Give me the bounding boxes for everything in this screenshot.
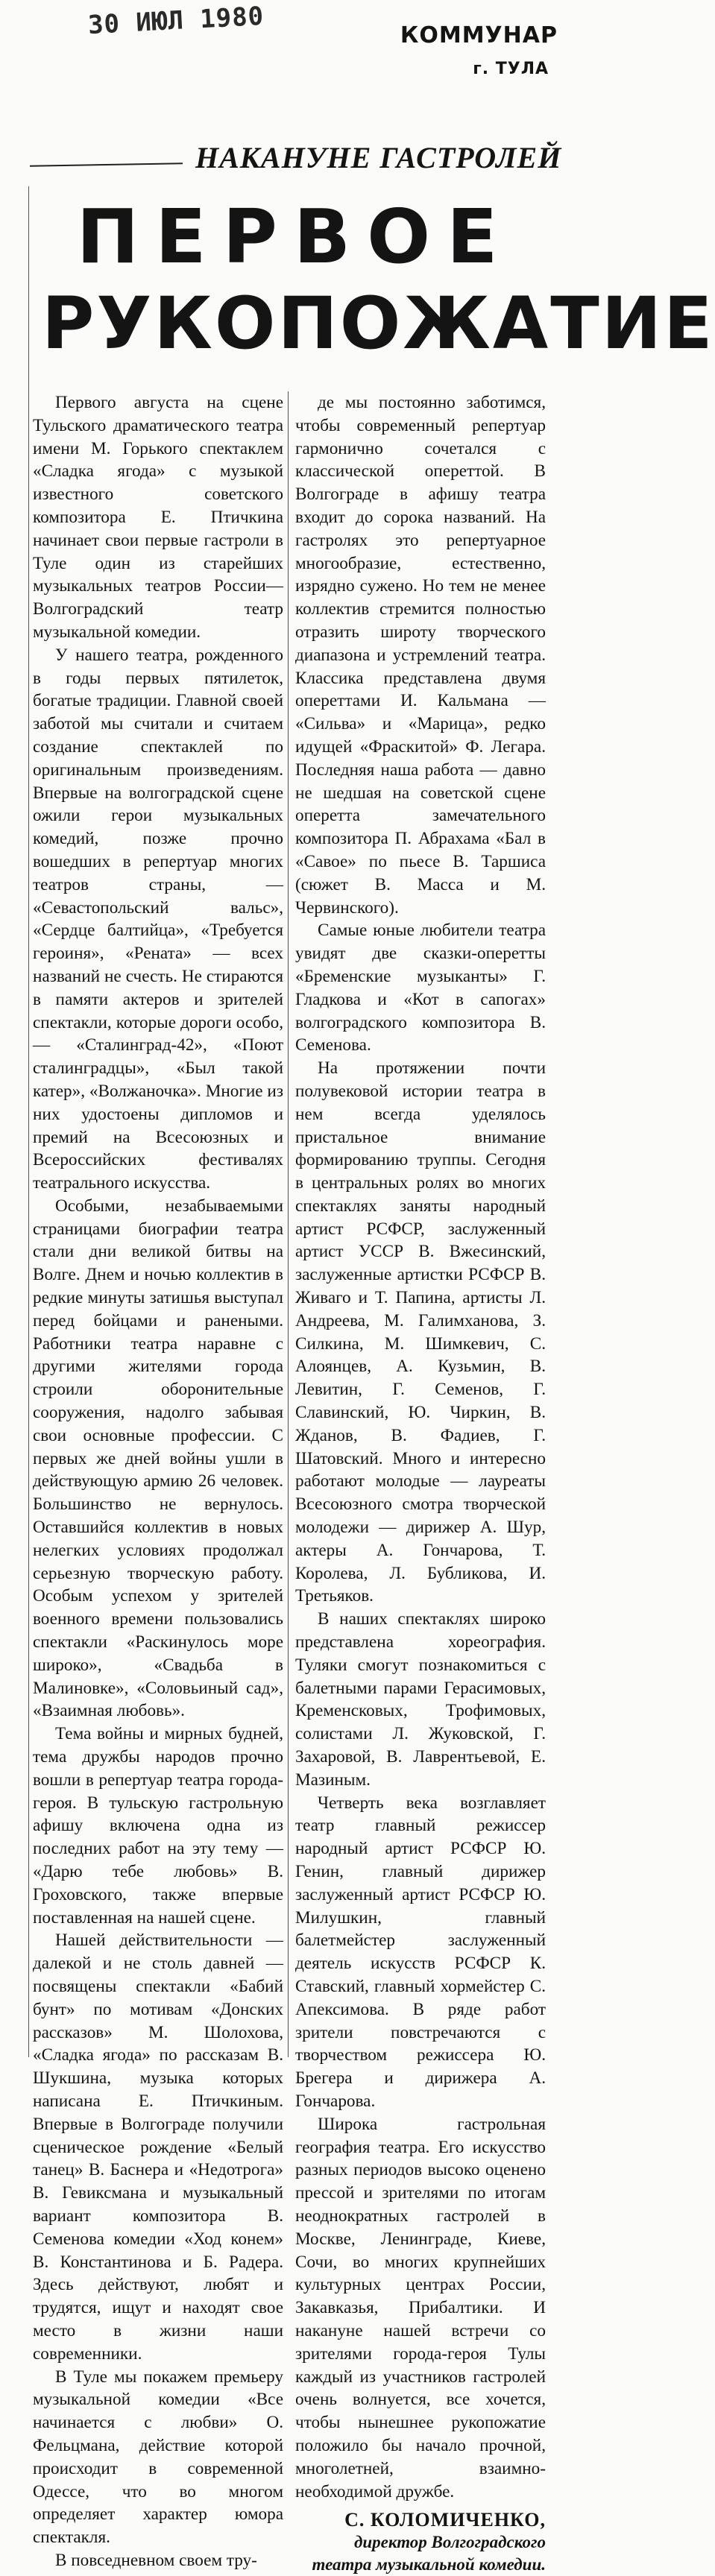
- rubric: НАКАНУНЕ ГАСТРОЛЕЙ: [195, 141, 562, 174]
- headline-line-2: РУКОПОЖАТИЕ: [42, 282, 715, 365]
- signature: [295, 2509, 546, 2576]
- paragraph: де мы постоянно заботимся, чтобы современный репертуар гармонично сочетался с классической опереттой. В Волгограде в афишу театра входит до сорока названий. На гастролях это репертуарное многообразие, естественно, изрядно сужено. Но тем не менее коллектив стремится полностью отразить широту творческого диапазона и устремлений театра. Классика представлена двумя опереттами И. Кальмана — «Сильва» и «Марица», редко идущей «Фраскитой» Ф. Легара. Последняя наша работа — давно не шедшая на советской сцене оперетта замечательного композитора П. Абрахама «Бал в «Савое» по пьесе В. Таршиса (сюжет В. Масса и М. Червинского).: [295, 393, 546, 918]
- paragraph: В Туле мы покажем премьеру музыкальной комедии «Все начинается с любви» О. Фельцмана, действие которой происходит в современной Одессе, что во многом определяет характер юмора спектакля.: [33, 2367, 283, 2548]
- paragraph: В повседневном своем тру-: [55, 2550, 257, 2570]
- rubric-underline: [30, 162, 183, 167]
- column-rule-middle: [288, 391, 289, 2057]
- column-rule-left: [28, 186, 29, 2057]
- paragraph: Первого августа на сцене Тульского драматического театра имени М. Горького спектаклем «Сладка ягода» с музыкой известного советского композитора Е. Птичкина начинает свои первые гастроли в Туле один из старейших музыкальных театров России—Волгоградский театр музыкальной комедии.: [33, 393, 283, 642]
- article-column-b: [295, 391, 546, 2576]
- paragraph: Четверть века возглавляет театр главный режиссер народный артист РСФСР Ю. Генин, главный дирижер заслуженный артист РСФСР Ю. Милушкин, главный балетмейстер заслуженный деятель искусств РСФСР К. Ставский, главный хормейстер С. Апексимова. В ряде работ зрители повстречаются с творчеством режиссера Ю. Брегера и дирижера А. Гончарова.: [295, 1793, 546, 2111]
- signature-position: директор Волгоградского театра музыкальной комедии.: [312, 2533, 546, 2575]
- newspaper-city: г. ТУЛА: [473, 60, 549, 78]
- paragraph: Самые юные любители театра увидят две сказки-оперетты «Бременские музыканты» Г. Гладкова и «Кот в сапогах» волгоградского композитора В. Семенова.: [295, 921, 546, 1055]
- paragraph: Особыми, незабываемыми страницами биографии театра стали дни великой битвы на Волге. Днем и ночью коллектив в редкие минуты затишья выступал перед бойцами и ранеными. Работники театра наравне с другими жителями города строили оборонительные сооружения, надолго забывая свои основные профессии. С первых же дней войны ушли в действующую армию 26 человек. Большинство не вернулось. Оставшийся коллектив в новых нелегких условиях продолжал серьезную творческую работу. Особым успехом у зрителей военного времени пользовались спектакли «Раскинулось море широко», «Свадьба в Малиновке», «Соловьиный сад», «Взаимная любовь».: [33, 1196, 283, 1721]
- signature-name: С. КОЛОМИЧЕНКО,: [344, 2509, 546, 2531]
- headline-line-1: ПЕРВОЕ: [76, 193, 514, 280]
- article-column-a: [33, 391, 283, 2572]
- paragraph: На протяжении почти полувековой истории театра в нем всегда уделялось пристальное внимание формированию труппы. Сегодня в центральных ролях во многих спектаклях заняты народный артист РСФСР, заслуженный артист УССР В. Вжесинский, заслуженные артистки РСФСР В. Живаго и Т. Папина, артисты Л. Андреева, М. Галимханова, З. Силкина, М. Шимкевич, С. Алоянцев, А. Кузьмин, В. Левитин, Г. Семенов, Г. Славинский, Ю. Чиркин, В. Жданов, В. Фадиев, Г. Шатовский. Много и интересно работают молодые — лауреаты Всесоюзного смотра творческой молодежи — дирижер А. Шур, актеры А. Гончарова, Т. Королева, Л. Бубликова, И. Третьяков.: [295, 1058, 546, 1606]
- paragraph: Тема войны и мирных будней, тема дружбы народов прочно вошли в репертуар театра города-героя. В тульскую гастрольную афишу включена одна из последних работ на эту тему — «Дарю тебе любовь» В. Гроховского, также впервые поставленная на нашей сцене.: [33, 1724, 283, 1928]
- paragraph: Нашей действительности — далекой и не столь давней — посвящены спектакли «Бабий бунт» по мотивам «Донских рассказов» М. Шолохова, «Сладка ягода» по рассказам В. Шукшина, музыка которых написана Е. Птичкиным. Впервые в Волгограде получили сценическое рождение «Белый танец» В. Баснера и «Недотрога» В. Гевиксмана и музыкальный вариант композитора В. Семенова комедии «Ход конем» В. Константинова и Б. Радера. Здесь действуют, любят и трудятся, ищут и находят свое место в жизни наши современники.: [33, 1931, 283, 2364]
- paragraph: Широка гастрольная география театра. Его искусство разных периодов высоко оценено прессой и зрителями по итогам неоднократных гастролей в Москве, Ленинграде, Киеве, Сочи, во многих крупнейших культурных центрах России, Закавказья, Прибалтики. И накануне нашей встречи со зрителями города-героя Тулы каждый из участников гастролей очень волнуется, все хочется, чтобы нынешнее рукопожатие положило бы начало прочной, многолетней, взаимно-необходимой дружбе.: [295, 2114, 546, 2501]
- date-stamp: 30 ИЮЛ 1980: [87, 1, 265, 41]
- paragraph: В наших спектаклях широко представлена хореография. Туляки смогут познакомиться с балетными парами Герасимовых, Кременсковых, Трофимовых, солистами Л. Жуковской, Г. Захаровой, В. Лаврентьевой, Е. Мазиным.: [295, 1609, 546, 1790]
- paragraph: У нашего театра, рожденного в годы первых пятилеток, богатые традиции. Главной своей заботой мы считали и считаем создание спектаклей по оригинальным произведениям. Впервые на волгоградской сцене ожили герои музыкальных комедий, позже прочно вошедших в репертуар многих театров страны, — «Севастопольский вальс», «Сердце балтийца», «Требуется героиня», «Рената» — всех названий не счесть. Не стираются в памяти актеров и зрителей спектакли, которые дороги особо, — «Сталинград-42», «Поют сталинградцы», «Был такой катер», «Волжаночка». Многие из них удостоены дипломов и премий на Всесоюзных и Всероссийских фестивалях театрального искусства.: [33, 645, 283, 1193]
- newspaper-name: КОММУНАР: [400, 22, 558, 48]
